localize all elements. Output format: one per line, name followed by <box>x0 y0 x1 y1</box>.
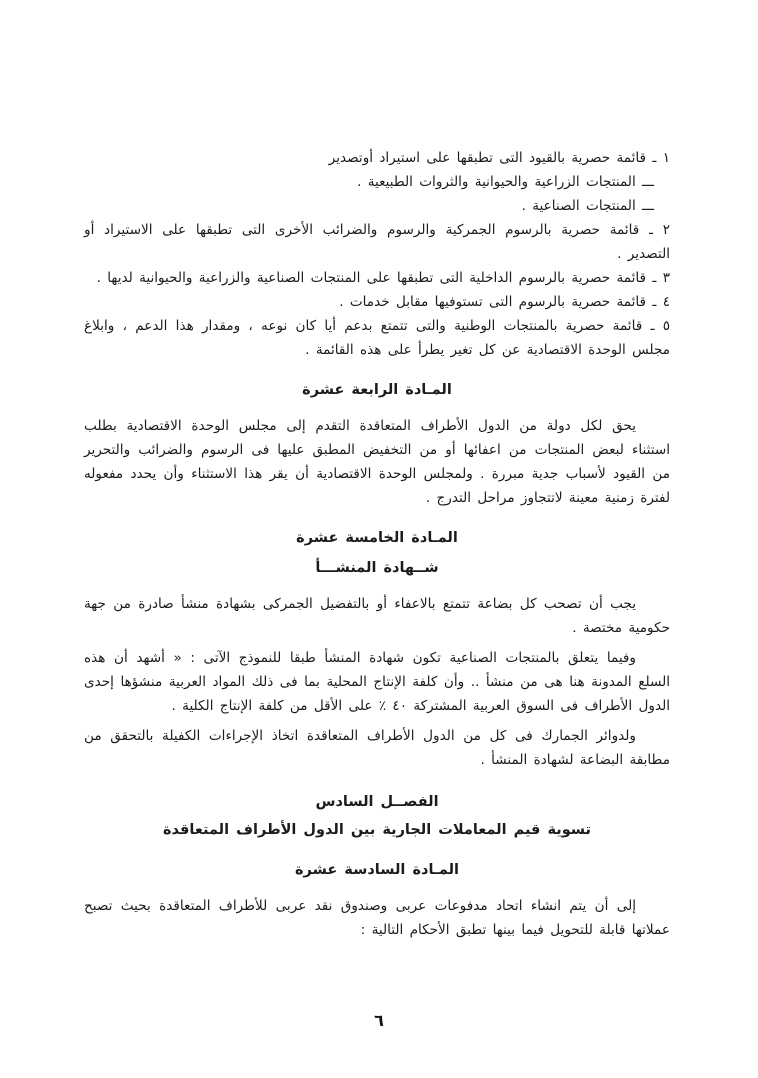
list-item: ـــ المنتجات الصناعية . <box>521 198 654 214</box>
list-item: ٣ ـ قائمة حصرية بالرسوم الداخلية التى تطبقها على المنتجات الصناعية والزراعية والحيوانية لديها . <box>96 270 670 286</box>
article-16-body: إلى أن يتم انشاء اتحاد مدفوعات عربى وصندوق نقد عربى للأطراف المتعاقدة بحيث تصبح عملاتها قابلة للتحويل فيما بينها تطبق الأحكام التالية : <box>84 898 670 938</box>
list-item: ٢ ـ قائمة حصرية بالرسوم الجمركية والرسوم والضرائب الأخرى التى تطبقها على الاستيراد أو التصدير . <box>84 222 670 262</box>
chapter-6-block <box>84 790 670 842</box>
chapter-6-subheading: تسوية قيم المعاملات الجارية بين الدول الأطراف المتعاقدة <box>162 822 592 838</box>
article-15-paragraph: يجب أن تصحب كل بضاعة تتمتع بالاعفاء أو بالتفضيل الجمركى بشهادة منشأ صادرة من جهة حكومية مختصة . <box>84 596 670 636</box>
article-14-body: يحق لكل دولة من الدول الأطراف المتعاقدة التقدم إلى مجلس الوحدة الاقتصادية بطلب استثناء لبعض المنتجات من اعفائها أو من التخفيض المطبق عليها فى الرسوم والضرائب والتحرير من القيود لأسباب جدية مبررة . ولمجلس الوحدة الاقتصادية أن يقر هذا الاستثناء وأن يحدد مفعوله لفترة زمنية معينة لاتتجاوز مراحل التدرج . <box>84 418 670 506</box>
article-14-heading: المـادة الرابعة عشرة <box>302 382 452 398</box>
article-16-heading: المـادة السادسة عشرة <box>295 862 459 878</box>
page-content <box>84 146 670 948</box>
chapter-6-heading: الفصــل السادس <box>315 794 439 810</box>
page-number: ٦ <box>374 1011 384 1030</box>
list-item: ٥ ـ قائمة حصرية بالمنتجات الوطنية والتى تتمتع بدعم أيا كان نوعه ، ومقدار هذا الدعم ، وابلاغ مجلس الوحدة الاقتصادية عن كل تغير يطرأ على هذه القائمة . <box>84 318 670 358</box>
article-15-paragraph: ولدوائر الجمارك فى كل من الدول الأطراف المتعاقدة اتخاذ الإجراءات الكفيلة بالتحقق من مطابقة البضاعة لشهادة المنشأ . <box>84 728 670 768</box>
list-item: ـــ المنتجات الزراعية والحيوانية والثروات الطبيعية . <box>357 174 654 190</box>
list-item: ١ ـ قائمة حصرية بالقيود التى تطبقها على استيراد أوتصدير <box>328 150 670 166</box>
article-15-paragraph: وفيما يتعلق بالمنتجات الصناعية تكون شهادة المنشأ طبقا للنموذج الآتى : « أشهد أن هذه السلع المدونة هنا هى من منشأ .. وأن كلفة الإنتاج المحلية بما فى ذلك المواد العربية منشؤها إحدى الدول الأطراف فى السوق العربية المشتركة ٤٠ ٪ على الأقل من كلفة الإنتاج الكلية . <box>84 650 670 714</box>
article-15-subheading: شــهادة المنشـــأ <box>315 560 439 576</box>
list-item: ٤ ـ قائمة حصرية بالرسوم التى تستوفيها مقابل خدمات . <box>339 294 670 310</box>
article-15-heading: المـادة الخامسة عشرة <box>296 530 458 546</box>
enumerated-list <box>84 146 670 362</box>
